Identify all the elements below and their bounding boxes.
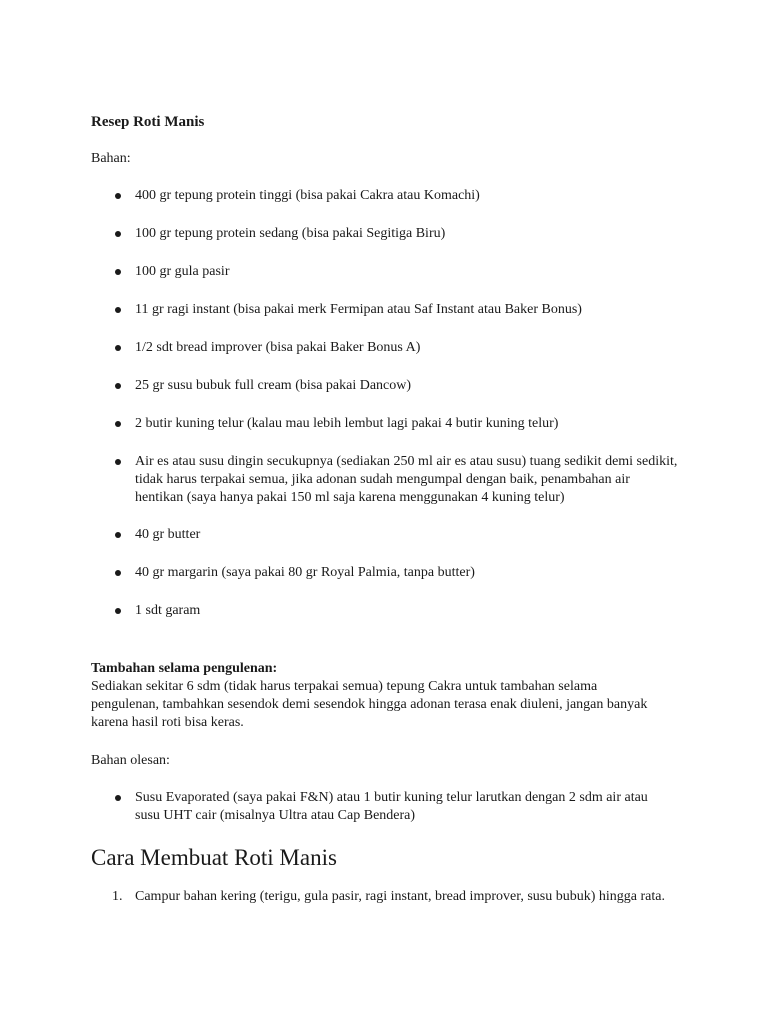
ingredient-item: [91, 564, 691, 582]
ingredient-item: [91, 301, 691, 319]
ingredient-text: Air es atau susu dingin secukupnya (sediakan 250 ml air es atau susu) tuang sedikit demi sedikit, tidak harus terpakai semua, jika adonan sudah mengumpal dengan baik, penambahan air hentikan (saya hanya pakai 150 ml saja karena menggunakan 4 kuning telur): [135, 454, 678, 505]
bullet-icon: [115, 269, 121, 275]
olesan-text: Susu Evaporated (saya pakai F&N) atau 1 butir kuning telur larutkan dengan 2 sdm air atau susu UHT cair (misalnya Ultra atau Cap Bendera): [135, 790, 648, 823]
olesan-list: [91, 789, 691, 825]
ingredient-item: [91, 377, 691, 395]
bahan-label: Bahan:: [91, 151, 131, 166]
ingredient-text: 100 gr gula pasir: [135, 264, 230, 279]
bullet-icon: [115, 608, 121, 614]
ingredient-text: 1/2 sdt bread improver (bisa pakai Baker Bonus A): [135, 340, 421, 355]
ingredient-item: [91, 187, 691, 205]
step-number: 1.: [112, 889, 123, 904]
bullet-icon: [115, 345, 121, 351]
step-item: [91, 888, 691, 906]
bullet-icon: [115, 231, 121, 237]
ingredient-item: [91, 339, 691, 357]
olesan-item: [91, 789, 691, 825]
bullet-icon: [115, 570, 121, 576]
ingredient-list: [91, 187, 691, 620]
ingredient-text: 40 gr margarin (saya pakai 80 gr Royal Palmia, tanpa butter): [135, 565, 475, 580]
ingredient-item: [91, 263, 691, 281]
recipe-title: Resep Roti Manis: [91, 114, 205, 130]
bullet-icon: [115, 532, 121, 538]
olesan-label: Bahan olesan:: [91, 753, 170, 768]
ingredient-item: [91, 415, 691, 433]
cara-heading: Cara Membuat Roti Manis: [91, 845, 337, 870]
bullet-icon: [115, 383, 121, 389]
ingredient-item: [91, 602, 691, 620]
bullet-icon: [115, 459, 121, 465]
ingredient-text: 2 butir kuning telur (kalau mau lebih lembut lagi pakai 4 butir kuning telur): [135, 416, 559, 431]
ingredient-text: 40 gr butter: [135, 527, 201, 542]
ingredient-text: 100 gr tepung protein sedang (bisa pakai Segitiga Biru): [135, 226, 446, 241]
bullet-icon: [115, 193, 121, 199]
steps-list: [91, 888, 691, 906]
ingredient-text: 25 gr susu bubuk full cream (bisa pakai Dancow): [135, 378, 412, 393]
ingredient-text: 1 sdt garam: [135, 603, 201, 618]
bullet-icon: [115, 795, 121, 801]
step-text: Campur bahan kering (terigu, gula pasir, ragi instant, bread improver, susu bubuk) hingga rata.: [135, 889, 665, 904]
bullet-icon: [115, 307, 121, 313]
ingredient-text: 400 gr tepung protein tinggi (bisa pakai Cakra atau Komachi): [135, 188, 480, 203]
ingredient-text: 11 gr ragi instant (bisa pakai merk Fermipan atau Saf Instant atau Baker Bonus): [135, 302, 582, 317]
ingredient-item: [91, 526, 691, 544]
bullet-icon: [115, 421, 121, 427]
ingredient-item: [91, 225, 691, 243]
ingredient-item: [91, 453, 691, 507]
tambahan-body: Sediakan sekitar 6 sdm (tidak harus terpakai semua) tepung Cakra untuk tambahan selama pengulenan, tambahkan sesendok demi sesendok hingga adonan terasa enak diuleni, jangan banyak karena hasil roti bisa keras.: [91, 679, 648, 730]
tambahan-heading: Tambahan selama pengulenan:: [91, 661, 278, 676]
